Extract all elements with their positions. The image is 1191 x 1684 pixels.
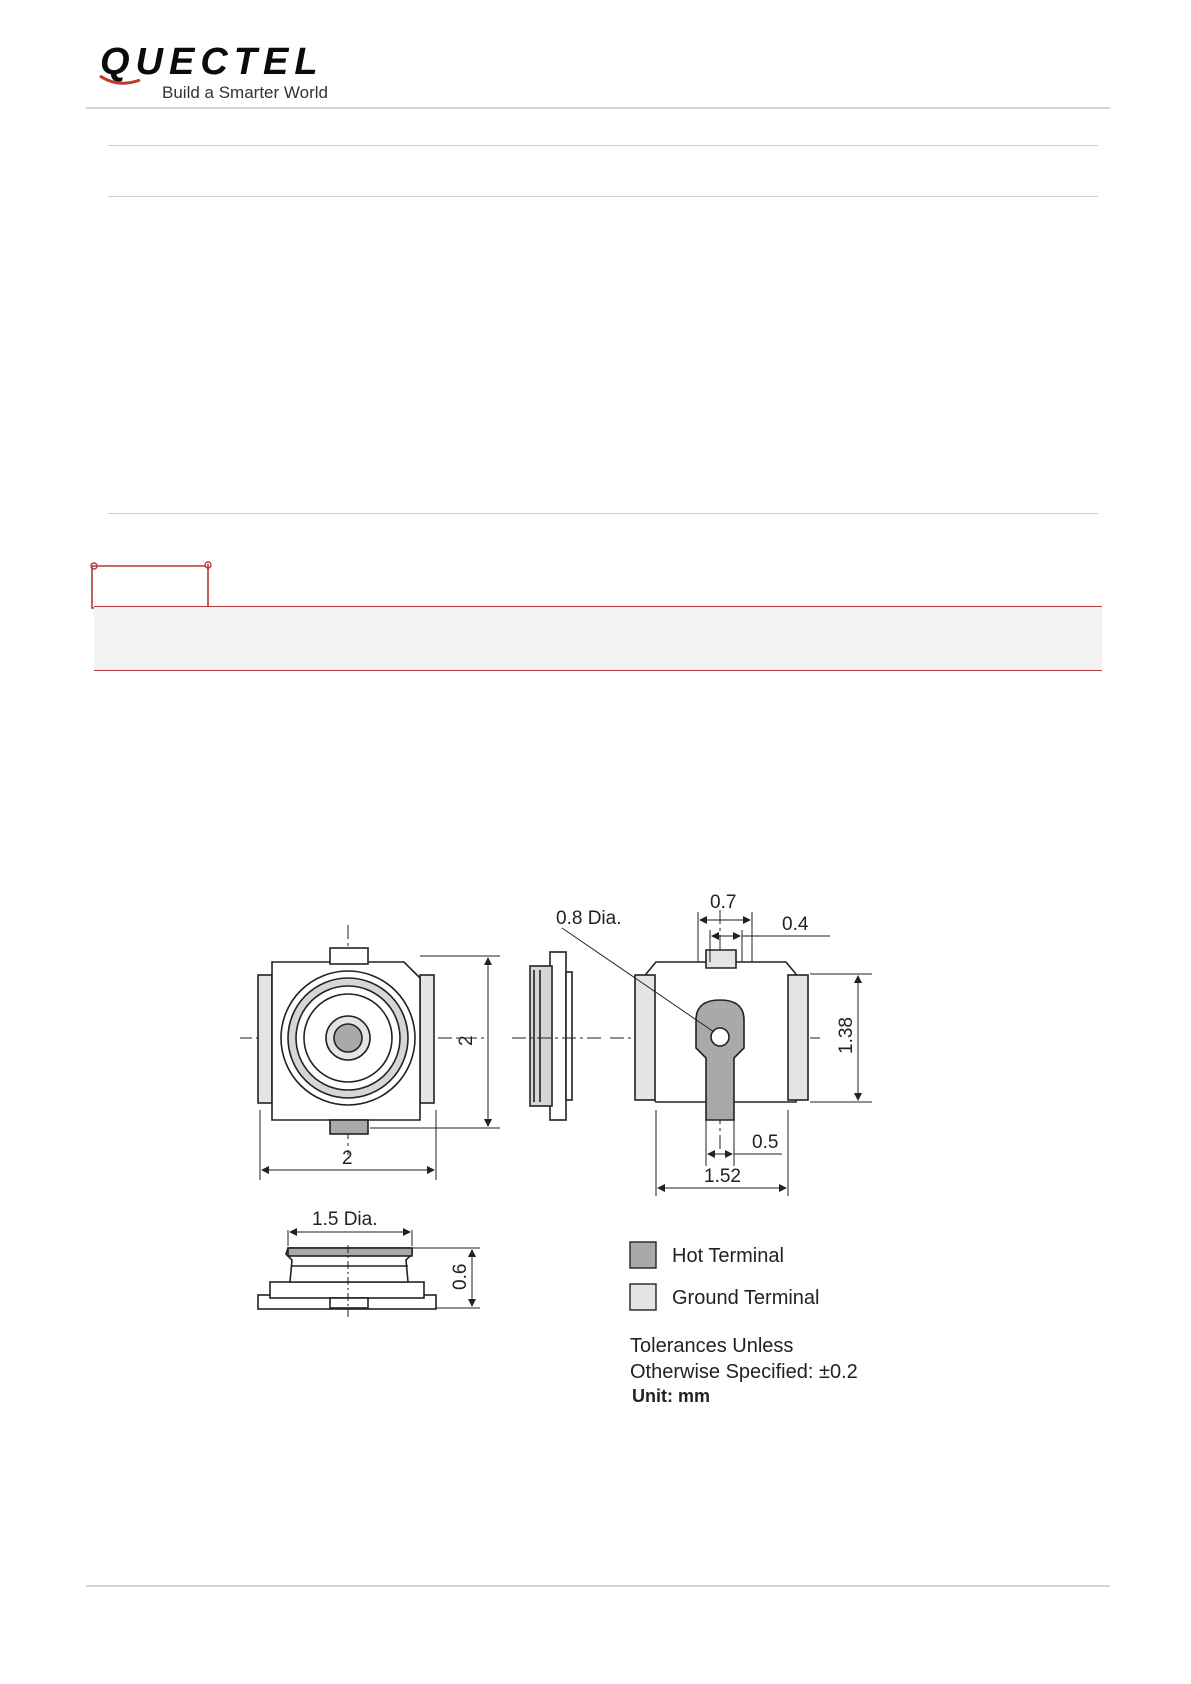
unit-label: Unit: mm — [632, 1386, 710, 1406]
tolerance-line-2: Otherwise Specified: ±0.2 — [630, 1361, 858, 1383]
table-rule-top — [108, 145, 1098, 146]
dim-side-height: 0.6 — [450, 1263, 471, 1290]
legend — [630, 1242, 858, 1406]
side-profile — [530, 952, 572, 1120]
header-divider — [86, 107, 1110, 109]
dim-top-height: 2 — [456, 1035, 477, 1046]
side-view — [258, 1245, 436, 1320]
dim-slot-width: 0.4 — [782, 914, 809, 935]
dim-terminal-offset: 0.5 — [752, 1132, 779, 1153]
legend-ground: Ground Terminal — [672, 1287, 820, 1309]
footer-divider — [86, 1585, 1110, 1587]
connector-drawing — [240, 870, 940, 1435]
ground-pad-right — [788, 975, 808, 1100]
dim-overall-width: 1.52 — [704, 1166, 741, 1187]
legend-hot: Hot Terminal — [672, 1245, 784, 1267]
dim-top-width-fp: 0.7 — [710, 892, 737, 913]
top-view — [240, 925, 485, 1155]
ground-swatch — [630, 1284, 656, 1310]
brand-tagline: Build a Smarter World — [162, 83, 328, 102]
ground-pad-left — [635, 975, 655, 1100]
dim-hole-dia: 0.8 Dia. — [556, 908, 622, 929]
brand-wordmark: QUECTEL — [100, 41, 324, 83]
tolerance-line-1: Tolerances Unless — [630, 1335, 794, 1357]
quectel-logo — [96, 40, 396, 107]
dim-top-width: 2 — [342, 1148, 353, 1169]
note-box — [94, 606, 1102, 671]
dim-pad-height: 1.38 — [836, 1017, 857, 1054]
table-rule-header — [108, 196, 1098, 197]
table-rule-bottom — [108, 513, 1098, 514]
hot-swatch — [630, 1242, 656, 1268]
dim-side-dia: 1.5 Dia. — [312, 1209, 378, 1230]
